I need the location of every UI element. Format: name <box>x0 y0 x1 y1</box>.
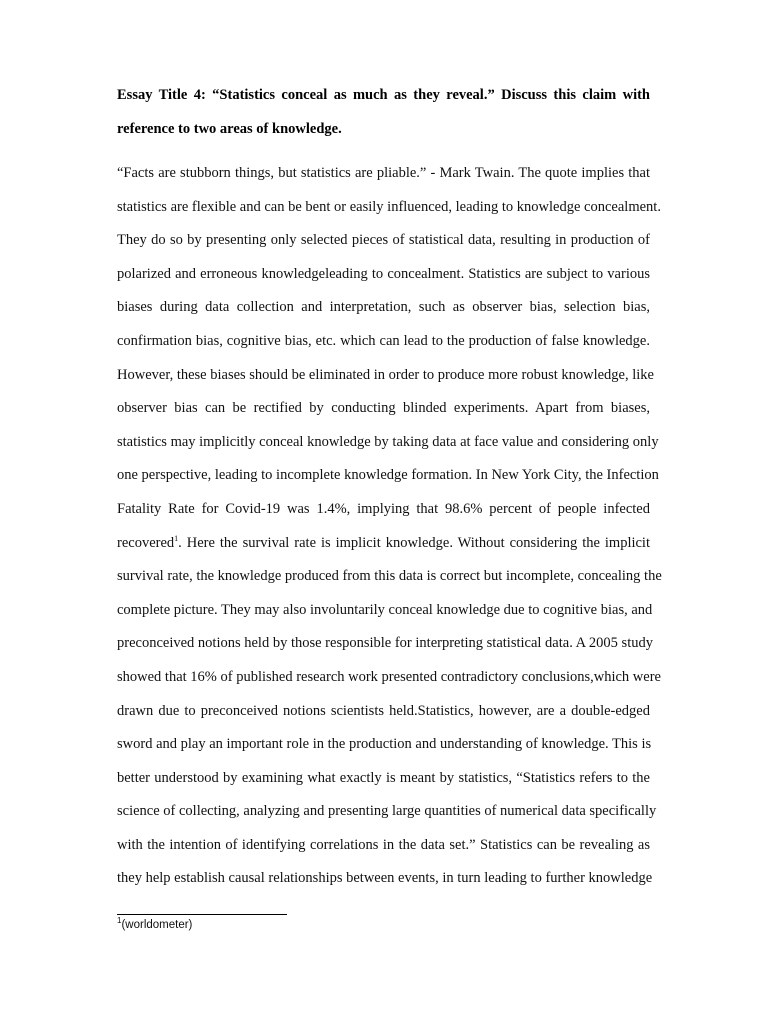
body-line: biases during data collection and interpretation, such as observer bias, selection bias, <box>117 299 650 316</box>
body-line: statistics may implicitly conceal knowledge by taking data at face value and considering only <box>117 433 659 450</box>
body-line: one perspective, leading to incomplete knowledge formation. In New York City, the Infection <box>117 467 659 484</box>
body-line: survival rate, the knowledge produced from this data is correct but incomplete, concealing the <box>117 568 662 585</box>
body-line: confirmation bias, cognitive bias, etc. which can lead to the production of false knowledge. <box>117 332 650 349</box>
body-line: drawn due to preconceived notions scientists held.Statistics, however, are a double-edged <box>117 702 650 719</box>
essay-body <box>117 157 662 896</box>
footnote <box>117 916 193 931</box>
body-line-end: . Here the survival rate is implicit knowledge. Without considering the implicit <box>178 534 650 551</box>
body-line-with-footnote <box>117 527 650 561</box>
footnote-text: (worldometer) <box>121 919 193 931</box>
footnote-reference[interactable]: 1 <box>174 533 179 543</box>
body-line: they help establish causal relationships between events, in turn leading to further knowledge <box>117 870 653 887</box>
footnote-marker: 1 <box>117 916 122 926</box>
body-line: “Facts are stubborn things, but statistics are pliable.” - Mark Twain. The quote implies that <box>117 165 650 181</box>
body-line: better understood by examining what exactly is meant by statistics, “Statistics refers to the <box>117 769 650 786</box>
essay-title-line-1: Essay Title 4: “Statistics conceal as much as they reveal.” Discuss this claim with <box>117 87 650 103</box>
body-line: Fatality Rate for Covid-19 was 1.4%, implying that 98.6% percent of people infected <box>117 500 650 517</box>
body-line: complete picture. They may also involuntarily conceal knowledge due to cognitive bias, and <box>117 601 653 618</box>
body-line: observer bias can be rectified by conducting blinded experiments. Apart from biases, <box>117 400 650 417</box>
body-line: preconceived notions held by those responsible for interpreting statistical data. A 2005 study <box>117 635 653 652</box>
essay-title-line-2: reference to two areas of knowledge. <box>117 120 342 137</box>
body-line: science of collecting, analyzing and presenting large quantities of numerical data specifically <box>117 803 657 820</box>
body-line: However, these biases should be eliminated in order to produce more robust knowledge, like <box>117 366 654 383</box>
body-line: statistics are flexible and can be bent or easily influenced, leading to knowledge concealment. <box>117 198 661 215</box>
body-line: polarized and erroneous knowledgeleading to concealment. Statistics are subject to various <box>117 265 650 282</box>
body-line: They do so by presenting only selected pieces of statistical data, resulting in production of <box>117 232 650 249</box>
body-line: sword and play an important role in the production and understanding of knowledge. This is <box>117 736 652 753</box>
footnote-separator <box>117 914 287 915</box>
body-line-start: recovered <box>117 534 175 551</box>
body-line: showed that 16% of published research work presented contradictory conclusions,which were <box>117 668 661 685</box>
essay-title <box>117 79 650 146</box>
body-line: with the intention of identifying correlations in the data set.” Statistics can be revealing as <box>117 836 650 853</box>
